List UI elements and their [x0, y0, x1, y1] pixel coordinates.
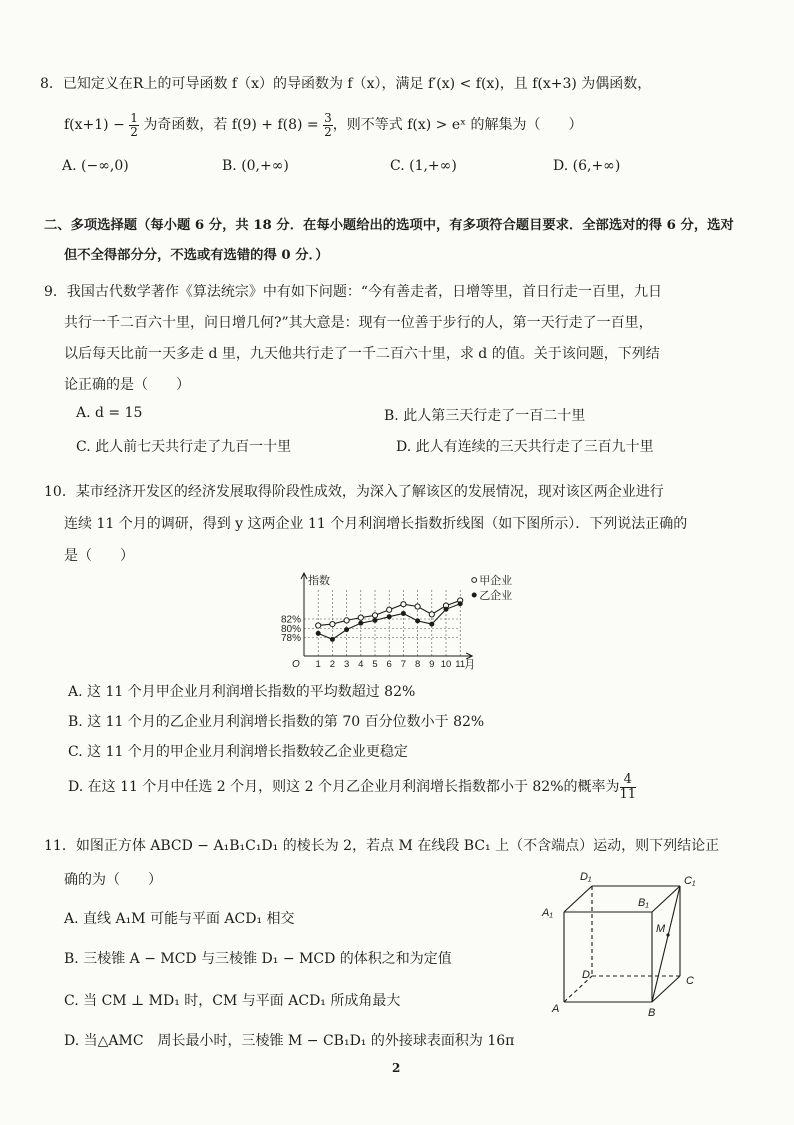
q10-line1: 10．某市经济开发区的经济发展取得阶段性成效，为深入了解该区的发展情况，现对该区两企业进行: [44, 484, 664, 500]
data-point-yi: [316, 631, 320, 635]
x-tick-label: 3: [343, 659, 350, 670]
label-a: A: [552, 1003, 560, 1015]
cube-figure: [532, 862, 712, 1022]
q11-option-d[interactable]: D. 当△AMC 周长最小时，三棱锥 M − CB₁D₁ 的外接球表面积为 16π: [64, 1033, 515, 1049]
q8-line2-mid: 为奇函数，若 f(9) + f(8) =: [138, 117, 324, 134]
data-point-yi: [330, 637, 334, 641]
y-tick-label: 80%: [280, 623, 301, 635]
q8-line2: [64, 112, 583, 138]
q10-option-d[interactable]: [68, 773, 636, 801]
q8-frac-three-half: $\frac{3}{2}$: [324, 111, 332, 139]
q10-option-c[interactable]: C. 这 11 个月的甲企业月利润增长指数较乙企业更稳定: [68, 744, 408, 760]
label-b: B: [648, 1007, 656, 1019]
legend-marker-jia: [472, 578, 477, 583]
x-tick-label: 2: [329, 659, 336, 670]
data-point-yi: [373, 618, 377, 622]
q11-line1: 11．如图正方体 ABCD − A₁B₁C₁D₁ 的棱长为 2，若点 M 在线段 BC₁ 上（不含端点）运动，则下列结论正: [44, 838, 720, 854]
legend-marker-yi: [472, 593, 476, 597]
x-tick-label: 11: [455, 659, 466, 670]
q11-option-a[interactable]: A. 直线 A₁M 可能与平面 ACD₁ 相交: [64, 911, 295, 927]
x-tick-label: 8: [414, 659, 421, 670]
q9-line3: 以后每天比前一天多走 d 里，九天他共行走了一千二百六十里，求 d 的值。关于该问题，下列结: [64, 346, 660, 362]
data-point-yi: [359, 621, 363, 625]
data-point-yi: [444, 607, 448, 611]
q8-option-b[interactable]: B. (0,+∞): [222, 158, 289, 174]
data-point-yi: [458, 602, 462, 606]
q9-option-b[interactable]: B. 此人第三天行走了一百二十里: [384, 408, 586, 424]
q10-option-d-text: D. 在这 11 个月中任选 2 个月，则这 2 个月乙企业月利润增长指数都小于 82%的概率为: [68, 779, 620, 796]
q9-line1: 9．我国古代数学著作《算法统宗》中有如下问题：“今有善走者，日增等里，首日行走一百里，九日: [44, 284, 663, 300]
label-d: D: [582, 969, 590, 981]
data-point-jia: [316, 623, 321, 628]
x-axis-label: 月: [464, 659, 476, 671]
x-tick-label: 7: [400, 659, 407, 670]
data-point-jia: [401, 602, 406, 607]
data-point-yi: [345, 628, 349, 632]
q11-line2: 确的为（ ）: [64, 872, 162, 888]
segment-bc1: [652, 886, 680, 1002]
point-m: [666, 933, 669, 936]
x-tick-label: 9: [429, 659, 435, 670]
q8-option-d[interactable]: D. (6,+∞): [553, 158, 621, 174]
legend-label-yi: 乙企业: [479, 590, 513, 602]
data-point-yi: [416, 619, 420, 623]
q11-option-c[interactable]: C. 当 CM ⊥ MD₁ 时，CM 与平面 ACD₁ 所成角最大: [64, 993, 401, 1009]
label-d1: D₁: [580, 871, 592, 883]
q8-line2-pre: f(x+1) −: [64, 117, 130, 134]
page-number: 2: [392, 1061, 401, 1075]
data-point-yi: [430, 622, 434, 626]
y-tick-label: 82%: [280, 614, 301, 626]
q10-option-d-fraction: $\frac{4}{11}$: [619, 772, 637, 802]
data-point-yi: [387, 615, 391, 619]
data-point-jia: [344, 618, 349, 623]
data-point-jia: [330, 621, 335, 626]
section2-header-line1: 二、多项选择题（每小题 6 分，共 18 分．在每小题给出的选项中，有多项符合题目要求．全部选对的得 6 分，选对: [44, 218, 734, 233]
profit-index-line-chart: [280, 572, 520, 672]
x-tick-label: 4: [358, 659, 364, 670]
q9-option-c[interactable]: C. 此人前七天共行走了九百一十里: [76, 439, 292, 455]
q8-line2-post: ，则不等式 f(x) > eˣ 的解集为（ ）: [332, 117, 583, 134]
q9-line2: 共行一千二百六十里，问日增几何?”其大意是：现有一位善于步行的人，第一天行走了一百里，: [64, 315, 653, 331]
x-tick-label: 5: [372, 659, 378, 670]
data-point-jia: [415, 604, 420, 609]
q10-line2: 连续 11 个月的调研，得到 y 这两企业 11 个月利润增长指数折线图（如下图所示）．下列说法正确的: [64, 516, 688, 532]
q8-line1: 8．已知定义在R上的可导函数 f（x）的导函数为 f（x），满足 f′(x) < f(x)，且 f(x+3) 为偶函数，: [40, 76, 652, 92]
q9-line4: 论正确的是（ ）: [64, 377, 190, 393]
q10-line3: 是（ ）: [64, 548, 134, 564]
data-point-jia: [387, 607, 392, 612]
x-tick-label: 1: [315, 659, 321, 670]
section2-header-line2: 但不全得部分分，不选或有选错的得 0 分．）: [64, 248, 329, 263]
q9-option-d[interactable]: D. 此人有连续的三天共行走了三百九十里: [396, 439, 654, 455]
legend-label-jia: 甲企业: [479, 575, 513, 587]
edge-a1d1: [564, 886, 592, 912]
edge-b1c1: [652, 886, 680, 912]
data-point-jia: [429, 612, 434, 617]
q8-frac-half: $\frac{1}{2}$: [130, 111, 138, 139]
q9-option-a[interactable]: A. d = 15: [76, 405, 143, 421]
data-point-jia: [372, 613, 377, 618]
edge-bc: [652, 976, 680, 1002]
q10-option-b[interactable]: B. 这 11 个月的乙企业月利润增长指数的第 70 百分位数小于 82%: [68, 714, 485, 730]
label-b1: B₁: [638, 897, 649, 909]
label-c1: C₁: [684, 875, 696, 887]
x-tick-label: 10: [440, 659, 452, 670]
y-axis-label: 指数: [308, 575, 330, 587]
y-tick-label: 78%: [280, 633, 301, 644]
label-c: C: [686, 975, 694, 987]
q8-option-a[interactable]: A. (−∞,0): [62, 158, 129, 174]
data-point-yi: [401, 611, 405, 615]
x-tick-label: 6: [386, 659, 392, 670]
q10-option-a[interactable]: A. 这 11 个月甲企业月利润增长指数的平均数超过 82%: [68, 684, 416, 700]
series-line-jia: [318, 601, 460, 626]
data-point-jia: [358, 615, 363, 620]
q8-option-c[interactable]: C. (1,+∞): [390, 158, 457, 174]
label-m: M: [656, 923, 666, 935]
label-a1: A₁: [542, 907, 553, 919]
origin-label: O: [292, 659, 300, 670]
q11-option-b[interactable]: B. 三棱锥 A − MCD 与三棱锥 D₁ − MCD 的体积之和为定值: [64, 951, 452, 967]
